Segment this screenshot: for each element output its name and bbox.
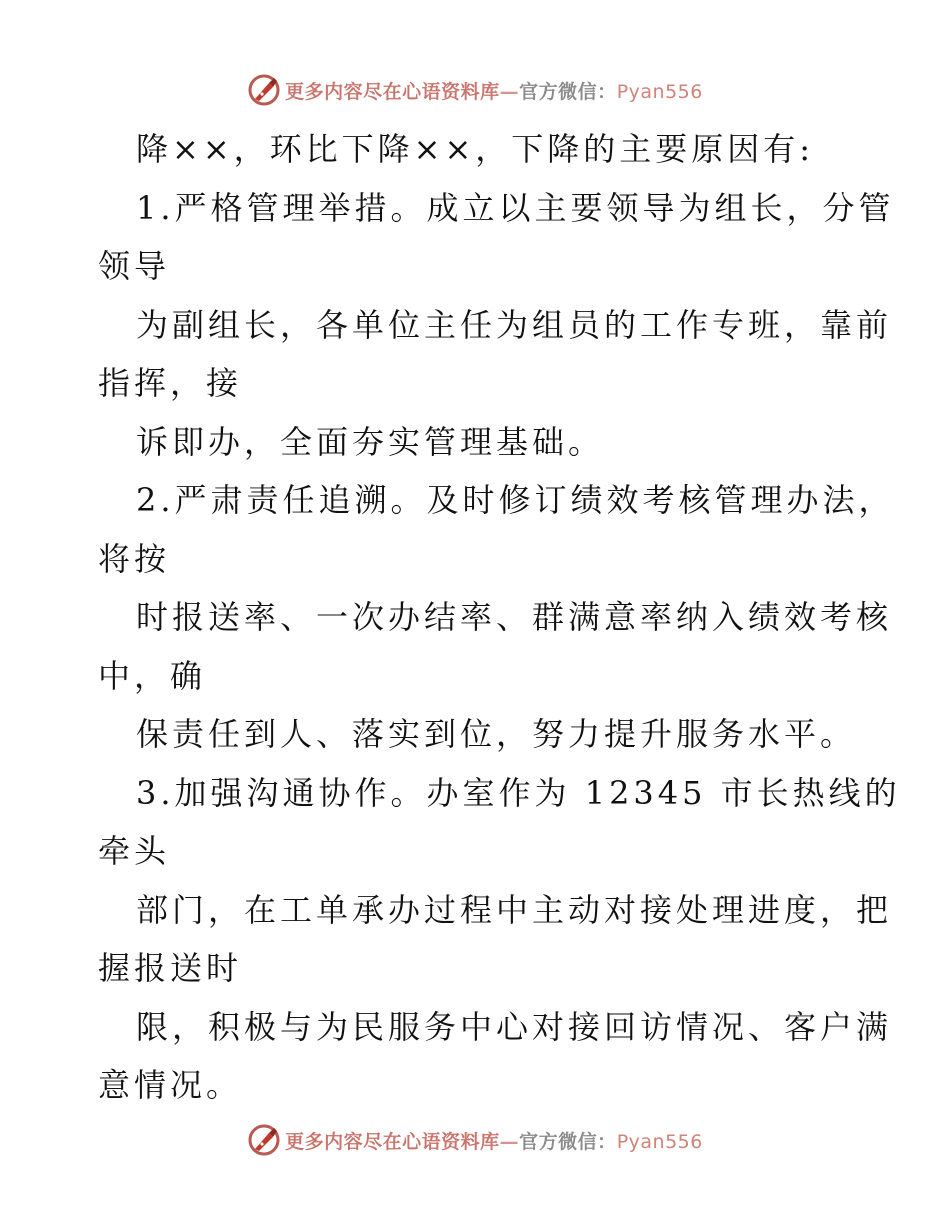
text-line: 诉即办，全面夯实管理基础。 <box>136 422 605 461</box>
watermark-wechat: Pyan556 <box>616 80 703 103</box>
pen-logo-icon <box>247 73 281 107</box>
text-line: 中，确 <box>98 656 207 695</box>
watermark-dash: — <box>499 80 520 103</box>
text-line: 1.严格管理举措。成立以主要领导为组长，分管 <box>136 188 895 227</box>
watermark-text <box>285 1127 703 1154</box>
pen-logo-icon <box>247 1123 281 1157</box>
text-line: 保责任到人、落实到位，努力提升服务水平。 <box>136 715 857 753</box>
text-line: 2.严肃责任追溯。及时修订绩效考核管理办法， <box>136 481 895 519</box>
text-line: 限，积极与为民服务中心对接回访情况、客户满 <box>136 1007 893 1046</box>
text-line: 将按 <box>98 539 171 578</box>
watermark-brand: 更多内容尽在心语资料库 <box>285 1130 500 1153</box>
watermark-label: 官方微信： <box>519 1130 617 1153</box>
text-line: 意情况。 <box>98 1066 243 1104</box>
watermark-label: 官方微信： <box>519 80 617 103</box>
text-line: 3.加强沟通协作。办室作为 12345 市长热线的 <box>136 773 901 812</box>
watermark-brand: 更多内容尽在心语资料库 <box>285 80 500 103</box>
text-line: 牵头 <box>98 832 171 870</box>
document-body <box>98 120 901 1115</box>
text-line: 握报送时 <box>98 949 243 987</box>
text-line: 降××，环比下降××，下降的主要原因有: <box>136 130 815 168</box>
header-watermark <box>0 70 950 110</box>
text-line: 指挥，接 <box>98 364 243 402</box>
footer-watermark <box>0 1120 950 1160</box>
text-line: 时报送率、一次办结率、群满意率纳入绩效考核 <box>136 598 893 636</box>
watermark-wechat: Pyan556 <box>616 1130 703 1153</box>
text-line: 部门，在工单承办过程中主动对接处理进度，把 <box>136 890 893 929</box>
text-line: 领导 <box>98 247 171 285</box>
watermark-dash: — <box>499 1130 520 1153</box>
text-line: 为副组长，各单位主任为组员的工作专班，靠前 <box>136 305 893 344</box>
watermark-text <box>285 77 703 104</box>
